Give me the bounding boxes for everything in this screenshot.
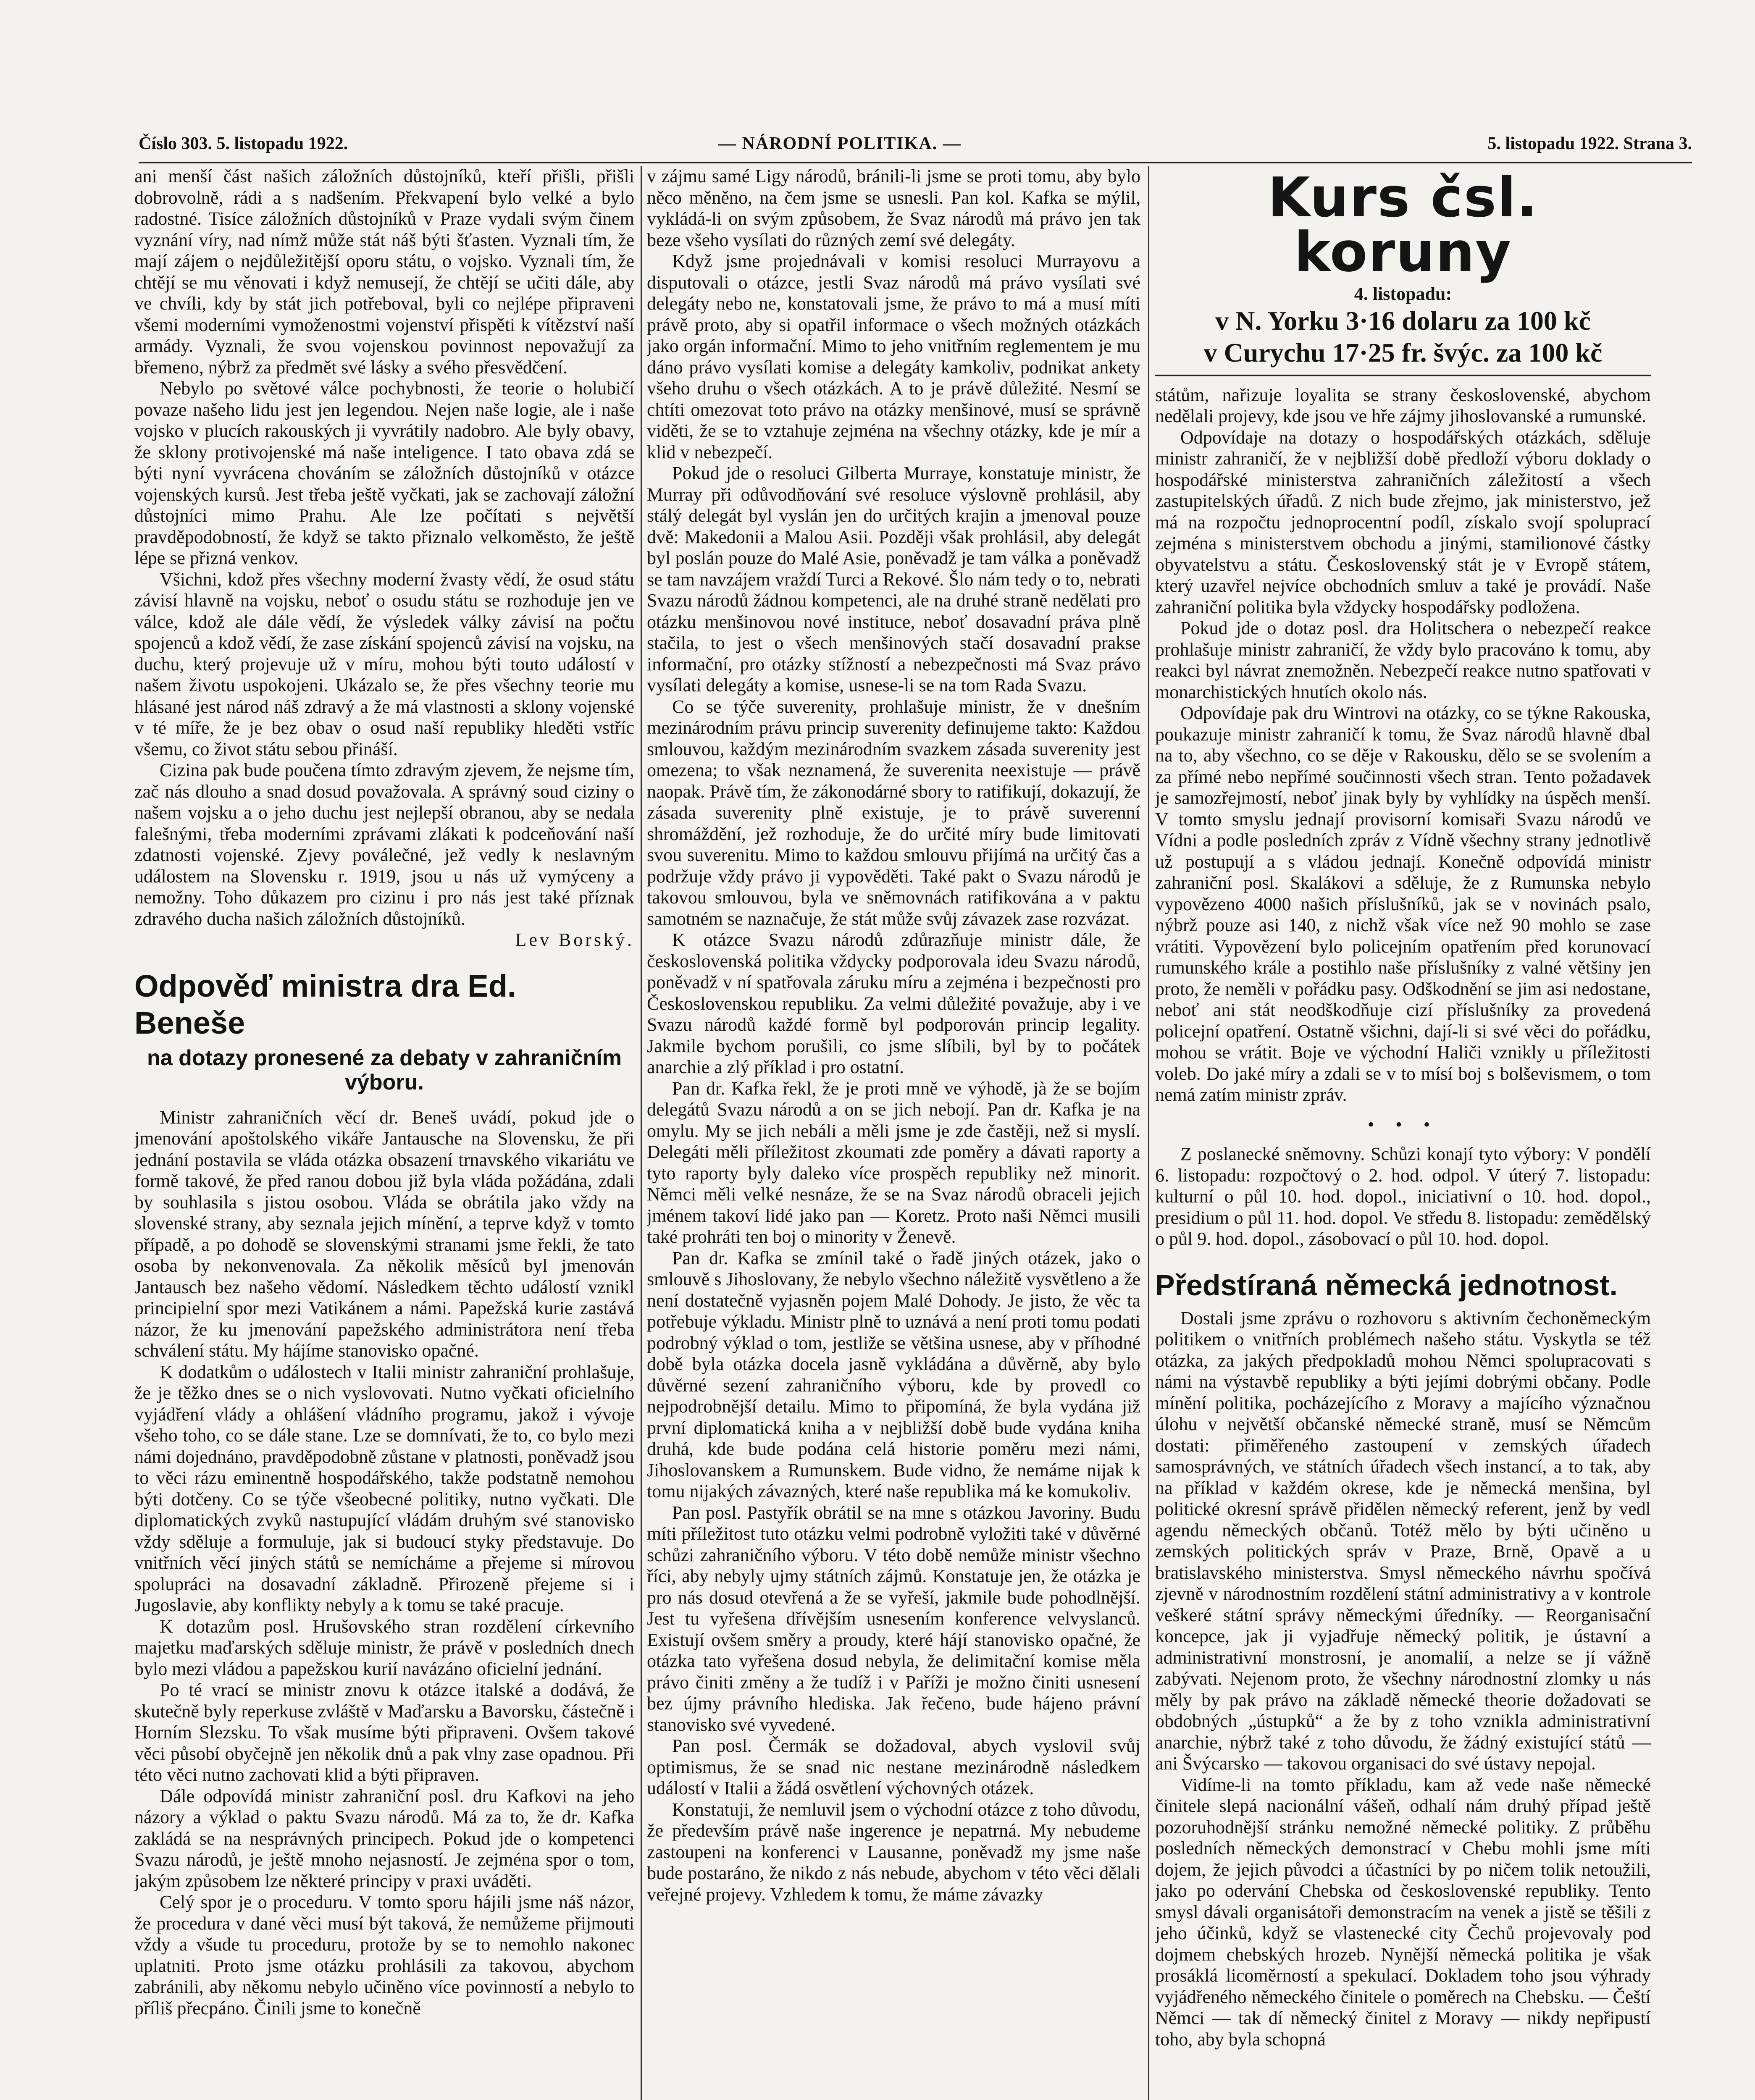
article-text: K otázce Svazu národů zdůrazňuje ministr dále, že československá politika vždycky podporovala ideu Svazu národů, poněvadž v ní spatřovala záruku míru a zejména i bezpečnosti pro Československou republiku. Za velmi důležité považuje, aby i ve Svazu národů každé formě byl podporován princip legality. Jakmile bychom porušili, co jsme slíbili, byl by to počátek anarchie a zlý příklad i pro ostatní. <box>647 929 1140 1077</box>
article-text: Cizina pak bude poučena tímto zdravým zjevem, že nejsme tím, zač nás dlouho a snad dosud považovala. A správný soud ciziny o našem vojsku a o jeho duchu jest nejlepší obranou, aby se nedala falešnými, třeba moderními zprávami zlákati k podceňování naší zdatnosti vojenské. Zjevy poválečné, jež vedly k neslavným událostem na Slovensku r. 1919, jsou u nás už vymýceny a nemožny. Toho důkazem pro cizinu i pro nás jest také příznak zdravého ducha našich záložních důstojníků. <box>134 760 634 929</box>
article-text: Celý spor je o proceduru. V tomto sporu hájili jsme náš názor, že procedura v dané věci musí být taková, že nemůžeme přijmouti vždy a všude tu proceduru, protože by se to nemohlo nakonec uplatniti. Proto jsme otázku prohlásili za takovou, abychom zabránili, aby někomu nebylo učiněno více povinností a nebylo to příliš přecpáno. Činili jsme to konečně <box>134 1892 634 2019</box>
article-text: Odpovídaje na dotazy o hospodářských otázkách, sděluje ministr zahraničí, že v nejbližší době předloží výboru doklady o hospodářské ministerstva zahraničních záležitostí a všech zastupitelských úřadů. Z nich bude zřejmo, jak ministerstvo, jež má na rozpočtu jednoprocentní podíl, získalo svojí spoluprací zejména s ministerstvem obchodu a jinými, stamilionové částky obyvatelstvu a státu. Československý stát je v Evropě státem, který uzavřel nejvíce obchodních smluv a také je provádí. Naše zahraniční politika byla vždycky hospodářsky podložena. <box>1155 427 1651 617</box>
column-divider <box>641 166 642 2100</box>
column-divider <box>1148 166 1149 2100</box>
article-text: Když jsme projednávali v komisi resoluci Murrayovu a disputovali o otázce, jestli Svaz národů má právo vysílati své delegáty nebo ne, konstatovali jsme, že právo to má a musí míti právě proto, aby si opatřil informace o všech možných otázkách jako orgán informační. Mimo to jeho vnitřním reglementem je mu dáno právo vysílati komise a delegáty kamkoliv, podnikat ankety všeho druhu o všech otázkách. A to je právě důležité. Nesmí se chtíti omezovat toto právo na otázky menšinové, musí se správně viděti, že se to vztahuje zejména na všechny otázky, kde je mír a klid v nebezpečí. <box>647 251 1140 462</box>
article-text: Po té vrací se ministr znovu k otázce italské a dodává, že skutečně byly reperkuse zvláště v Maďarsku a Bavorsku, částečně i Horním Slezsku. To však musíme býti připraveni. Ovšem takové věci působí obyčejně jen několik dnů a pak vlny zase opadnou. Při této věci nutno zachovati klid a býti připraven. <box>134 1680 634 1785</box>
article-text: Co se týče suverenity, prohlašuje ministr, že v dnešním mezinárodním právu princip suverenity definujeme takto: Každou smlouvou, každým mezinárodním svazkem zásada suverenity jest omezena; to však neznamená, že suverenita neexistuje — právě naopak. Právě tím, že zákonodárné sbory to ratifikují, dokazují, že zásada suverenity plně existuje, je to právě suverenní shromáždění, jež rozhoduje, že do určité míry bude limitovati svou suverenitu. Mimo to každou smlouvu přijímá na určitý čas a podržuje vždy právo ji vypověděti. Také pakt o Svazu národů je takovou smlouvou, byla ve sněmovnách ratifikována a v paktu samotném se naznačuje, že stát může svůj závazek zase rozvázat. <box>647 696 1140 929</box>
article-text: Pokud jde o resoluci Gilberta Murraye, konstatuje ministr, že Murray při odůvodňování své resoluce výslovně prohlásil, aby stálý delegát byl vyslán jen do určitých krajin a jmenoval pouze dvě: Makedonii a Malou Asii. Později však prohlásil, aby delegát byl poslán pouze do Malé Asie, poněvadž je tam válka a poněvadž se tam navzájem vraždí Turci a Rekové. Šlo nám tedy o to, nebrati Svazu národů žádnou kompetenci, ale na druhé straně nedělati pro otázku menšinovou nové instituce, neboť dosavadní práva plně stačila, to jest o všech menšinových stačí dosavadní prakse informační, pro otázky stížností a nebezpečnosti má Svaz právo vysílati delegáty a komise, usnese-li se na tom Rada Svazu. <box>647 463 1140 696</box>
section-separator: • • • <box>1367 1114 1439 1135</box>
article-text: Dostali jsme zprávu o rozhovoru s aktivním čechoněmeckým politikem o vnitřních problémech našeho státu. Vyskytla se též otázka, za jakých předpokladů mohou Němci spolupracovati s námi na výstavbě republiky a býti jejími dobrými občany. Podle mínění politika, pocházejícího z Moravy a majícího význačnou úlohu v největší občanské německé straně, musí se Němcům dostati: přiměřeného zastoupení v zemských úřadech samosprávných, ve státních úřadech všech instancí, a to tak, aby na příklad v každém okrese, kde je německá menšina, byl politické okresní správě přidělen německý referent, jenž by vedl agendu německých občanů. Totéž mělo by býti učiněno u zemských politických správ v Praze, Brně, Opavě a u bratislavského ministerstva. Smysl německého návrhu spočívá zjevně v národnostním rozdělení státní administrativy a v kontrole veškeré státní správy německými úředníky. — Reorganisační koncepce, jak ji vyjadřuje německý politik, je ústavní a administrativní monstrosní, je anomalií, a nelze se jí vážně zabývati. Nejenom proto, že všechny národnostní zlomky u nás měly by pak právo na základě německé theorie dožadovati se obdobných „ústupků“ a že by z toho vznikla administrativní anarchie, nýbrž také z toho důvodu, že žádný existující států — ani Švýcarsko — takovou organisaci do své ústavy nepojal. <box>1155 1307 1651 1774</box>
article-text: ani menší část našich záložních důstojníků, kteří přišli, přišli dobrovolně, rádi a s nadšením. Překvapení bylo velké a bylo radostné. Tisíce záložních důstojníků v Praze vydali svým činem vyznání víry, nad nímž může stát náš býti šťasten. Vyznali tím, že mají zájem o nejdůležitější oporu státu, o vojsko. Vyznali tím, že chtějí se mu věnovati i když nemusejí, že chtějí se učiti dále, aby ve chvíli, kdy by stát jich potřeboval, byli co nejlépe připraveni všemi moderními vymoženostmi vojenství přispěti k vítězství naší armády. Vyznali, že svou vojenskou povinnost nepovažují za břemeno, nýbrž za předmět své lásky a svého přesvědčení. <box>134 166 634 378</box>
article-text: Pan posl. Čermák se dožadoval, abych vyslovil svůj optimismus, že se snad nic nestane mezinárodně následkem událostí v Italii a žádá osvětlení výchovných otázek. <box>647 1735 1140 1798</box>
column-2 <box>647 166 1140 2100</box>
article-text: Pan posl. Pastyřík obrátil se na mne s otázkou Javoriny. Budu míti příležitost tuto otázku velmi podrobně vyložiti také v důvěrné schůzi zahraničního výboru. V této době nemůže ministr všechno říci, aby nebyly ujmy státních zájmů. Konstatuje jen, že otázka je pro nás dosud otevřená a že se vyřeší, jakmile bude pohodlnější. Jest tu vyřešena dřívějším usnesením konference velvyslanců. Existují ovšem směry a proudy, které hájí stanovisko opačné, že otázka tato vyřešena dosud nebyla, že delimitační komise měla právo činiti změny a že tudíž i v Paříži je možno činiti usnesení bez újmy právního hlediska. Jak řečeno, bude hájeno právní stanovisko své vyvedené. <box>647 1502 1140 1735</box>
article-text: Vidíme-li na tomto příkladu, kam až vede naše německé činitele slepá nacionální vášeň, odhalí nám druhý případ ještě pozoruhodnější stránku nemožné německé politiky. Z průběhu posledních německých demonstrací v Chebu mohli jsme míti dojem, že jejich původci a účastníci by po ničem tolik netoužili, jako po odervání Chebska od československé republiky. Tento smysl dávali organisátoři demonstracím na venek a jistě se těšili z jeho účinků, když se vlastenecké city Čechů projevovaly pod dojmem chebských hrozeb. Nynější německá politika je však prosáklá licoměrností a spekulací. Dokladem toho jsou výhrady vyjádřeného německého činitele o poměrech na Chebsku. — Čeští Němci — tak dí německý činitel z Moravy — nikdy nepřipustí toho, aby byla schopná <box>1155 1774 1651 2050</box>
article-text: Pan dr. Kafka se zmínil také o řadě jiných otázek, jako o smlouvě s Jihoslovany, že nebylo všechno náležitě vysvětleno a že není dostatečně vyjasněn pojem Malé Dohody. Je jisto, že věc ta potřebuje výkladu. Ministr plně to uznává a není proti tomu podati podrobný výklad o tom, jestliže se většina usnese, aby v příhodné době byla otázka docela jasně vykládána a důvěrně, aby bylo důvěrné sezení zahraničního výboru, kde by provedl co nejpodrobnější detailu. Mimo to připomíná, že byla vydána již první diplomatická kniha a v nejbližší době bude vydána kniha druhá, kde bude podána celá historie poměru mezi námi, Jihoslovanskem a Rumunskem. Bude vidno, že nemáme nijak k tomu nijakých závazných, které naše republika má ke komukoliv. <box>647 1247 1140 1502</box>
currency-rate-date: 4. listopadu: <box>1354 284 1452 304</box>
article-text: K dotazům posl. Hrušovského stran rozdělení církevního majetku maďarských sděluje ministr, že právě v posledních dnech bylo mezi vládou a papežskou kurií navázáno oficielní jednání. <box>134 1616 634 1679</box>
currency-rate-title: Kurs čsl. koruny <box>1267 166 1539 284</box>
article-text: státům, nařizuje loyalita se strany československé, abychom nedělali projevy, kde jsou ve hře zájmy jihoslovanské a rumunské. <box>1155 384 1651 426</box>
article-text: Nebylo po světové válce pochybnosti, že teorie o holubičí povaze našeho lidu jest jen legendou. Nejen naše logie, ale i naše vojsko v plucích rakouských ji vyvrátily nadobro. Ale byly obavy, že sklony protivojenské má naše inteligence. I tato obava zdá se býti nyní vyvrácena chováním se záložních důstojníků v otázce vojenských kursů. Jest třeba ještě vyčkati, jak se zachovají záložní důstojníci mimo Prahu. Ale lze počítati s největší pravděpodobností, že když se takto přiznalo velkoměsto, že ještě lépe se přizná venkov. <box>134 378 634 568</box>
rate-new-york: v N. Yorku 3·16 dolaru za 100 kč <box>1215 305 1591 336</box>
article-text: Z poslanecké sněmovny. Schůzi konají tyto výbory: V pondělí 6. listopadu: rozpočtový o 2. hod. odpol. V úterý 7. listopadu: kulturní o půl 10. hod. dopol., iniciativní o 10. hod. dopol., presidium o půl 11. hod. dopol. Ve středu 8. listopadu: zemědělský o půl 9. hod. dopol., zásobovací o půl 10. hod. dopol. <box>1155 1144 1651 1249</box>
column-1 <box>134 166 634 2100</box>
article-text: Dále odpovídá ministr zahraniční posl. dru Kafkovi na jeho názory a výklad o paktu Svazu národů. Má za to, že dr. Kafka zakládá se na nesprávných principech. Pokud jde o kompetenci Svazu národů, je ještě mnoho nejasností. Je zejména spor o tom, jakým způsobem lze některé principy v praxi uváděti. <box>134 1785 634 1891</box>
article-headline: Odpověď ministra dra Ed. Beneše <box>134 968 516 1040</box>
article-subheadline: na dotazy pronesené za debaty v zahraničním výboru. <box>147 1045 622 1095</box>
article-text: K dodatkům o událostech v Italii ministr zahraniční prohlašuje, že je těžko dnes se o nich vyslovovati. Nutno vyčkati oficielního vyjádření vlády a ohlášení vládního programu, jakož i vývoje všeho toho, co se dále stane. Lze se domnívati, že to, co bylo mezi námi dojednáno, pravděpodobně zůstane v platnosti, poněvadž jsou to věci rázu eminentně hospodářského, takže podstatně nemohou býti dotčeny. Co se týče všeobecné politiky, nutno vyčkati. Dle diplomatických zvyků nastupující vládám druhým své stanovisko vždy sděluje a formuluje, jak si budoucí styky představuje. Do vnitřních věcí jiných států se nemícháme a přejeme si mírovou spolupráci na dosavadní základně. Přirozeně přejeme si i Jugoslavie, aby konflikty nebyly a k tomu se také pracuje. <box>134 1361 634 1615</box>
article-text: Pan dr. Kafka řekl, že je proti mně ve výhodě, jà že se bojím delegátů Svazu národů a on se jich nebojí. Pan dr. Kafka je na omylu. My se jich nebáli a měli jsme je zde častěji, než si myslí. Delegáti měli příležitost zkoumati zde poměry a dávati raporty a tyto raporty byly daleko více prospěch republiky než minorit. Němci měli velké nesnáze, že se na Svaz národů obraceli jejich jménem takoví lidé jako pan — Koretz. Proto naši Němci musili také prohráti ten boj o minority v Ženevě. <box>647 1078 1140 1247</box>
header-rule <box>139 162 1692 163</box>
currency-rate-box <box>1155 166 1651 376</box>
article-text: v zájmu samé Ligy národů, bránili-li jsme se proti tomu, aby bylo něco měněno, na čem jsme se usnesli. Pan kol. Kafka se mýlil, vykládá-li on svým způsobem, že Svaz národů má právo jen tak beze všeho vysílati do různých zemí své delegáty. <box>647 166 1140 250</box>
rate-zurich: v Curychu 17·25 fr. švýc. za 100 kč <box>1203 337 1603 368</box>
article-text: Konstatuji, že nemluvil jsem o východní otázce z toho důvodu, že především právě naše ingerence je nepatrná. My nebudeme zastoupeni na konferenci v Lausanne, poněvadž my jsme naše bude postaráno, že nikdo z nás nebude, abychom v této věci dělali veřejné projevy. Vzhledem k tomu, že máme závazky <box>647 1799 1140 1905</box>
issue-info: Číslo 303. 5. listopadu 1922. <box>139 134 348 153</box>
article-text: Odpovídaje pak dru Wintrovi na otázky, co se týkne Rakouska, poukazuje ministr zahraničí k tomu, že Svaz národů hlavně dbal na to, aby všechno, co se děje v Rakousku, dělo se se svolením a za přímé nebo nepřímé součinnosti všech stran. Tento požadavek je samozřejmostí, neboť jinak byly by vyhlídky na úspěch menší. V tomto smyslu jednají provisorní komisaři Svazu národů ve Vídni a podle posledních zpráv z Vídně všechny strany jednotlivě už postupují a s vládou jednají. Konečně odpovídá ministr zahraniční posl. Skalákovi a sděluje, že z Rumunska nebylo vypovězeno 4000 našich příslušníků, jak se v novinách psalo, nýbrž pouze asi 140, z nichž však více než 90 mohlo se zase vrátiti. Vypovězení bylo policejním opatřením před korunovací rumunského krále a postihlo naše příslušníky z valné většiny jen proto, že neměli v pořádku pasy. Odškodnění se jim asi nedostane, neboť ani stát neodškodňuje cizí příslušníky za provedená policejní opatření. Ostatně všichni, dají-li si své věci do pořádku, mohou se vrátit. Boje ve východní Haliči vznikly u příležitosti voleb. Do jaké míry a zdali se v to mísí boj s bolševismem, o tom nemá zatím ministr zpráv. <box>1155 703 1651 1105</box>
author-signature: Lev Borský. <box>515 929 634 950</box>
article-text: Ministr zahraničních věcí dr. Beneš uvádí, pokud jde o jmenování apoštolského vikáře Jantausche na Slovensku, že při jednání postavila se vláda otázka obsazení trnavského vikariátu ve formě takové, že před ranou dobou již byla vláda požádána, zdali by souhlasila s jistou osobou. Vláda se obrátila jako vždy na slovenské strany, aby seznala jejich mínění, a teprve když v tomto případě, a po dohodě se slovenskými stranami jsme řekli, že tato osoba by nekonvenovala. Za několik měsíců byl jmenován Jantausch bez našeho vědomí. Následkem těchto událostí vznikl principielní spor mezi Vatikánem a námi. Papežská kurie zastává názor, že ku jmenování papežského administrátora není třeba schválení státu. My hájíme stanovisko opačné. <box>134 1107 634 1361</box>
article-text: Pokud jde o dotaz posl. dra Holitschera o nebezpečí reakce prohlašuje ministr zahraničí, že vždy bylo pracováno k tomu, aby reakci byl návrat znemožněn. Nebezpečí reakce nutno spatřovati v monarchistických hnutích okolo nás. <box>1155 618 1651 702</box>
article-headline: Předstíraná německá jednotnost. <box>1155 1268 1618 1302</box>
column-3 <box>1155 166 1651 2100</box>
article-text: Všichni, kdož přes všechny moderní žvasty vědí, že osud státu závisí hlavně na vojsku, neboť o osudu státu se rozhoduje jen ve válce, kdož ale dále vědí, že výsledek války závisí na počtu spojenců a kdož vědí, že zase získání spojenců závisí na vojsku, na duchu, který projevuje už v míru, mohou býti touto událostí v našem životu uspokojeni. Ukázalo se, že přes všechny teorie mu hlásané jest národ náš zdravý a že má vlastnosti a sklony vojenské v té míře, že je bez obav o osud naší republiky hleděti vstříc všemu, co život státu sebou přináší. <box>134 569 634 759</box>
masthead-title: — NÁRODNÍ POLITIKA. — <box>718 134 962 153</box>
page-info: 5. listopadu 1922. Strana 3. <box>1487 134 1692 153</box>
